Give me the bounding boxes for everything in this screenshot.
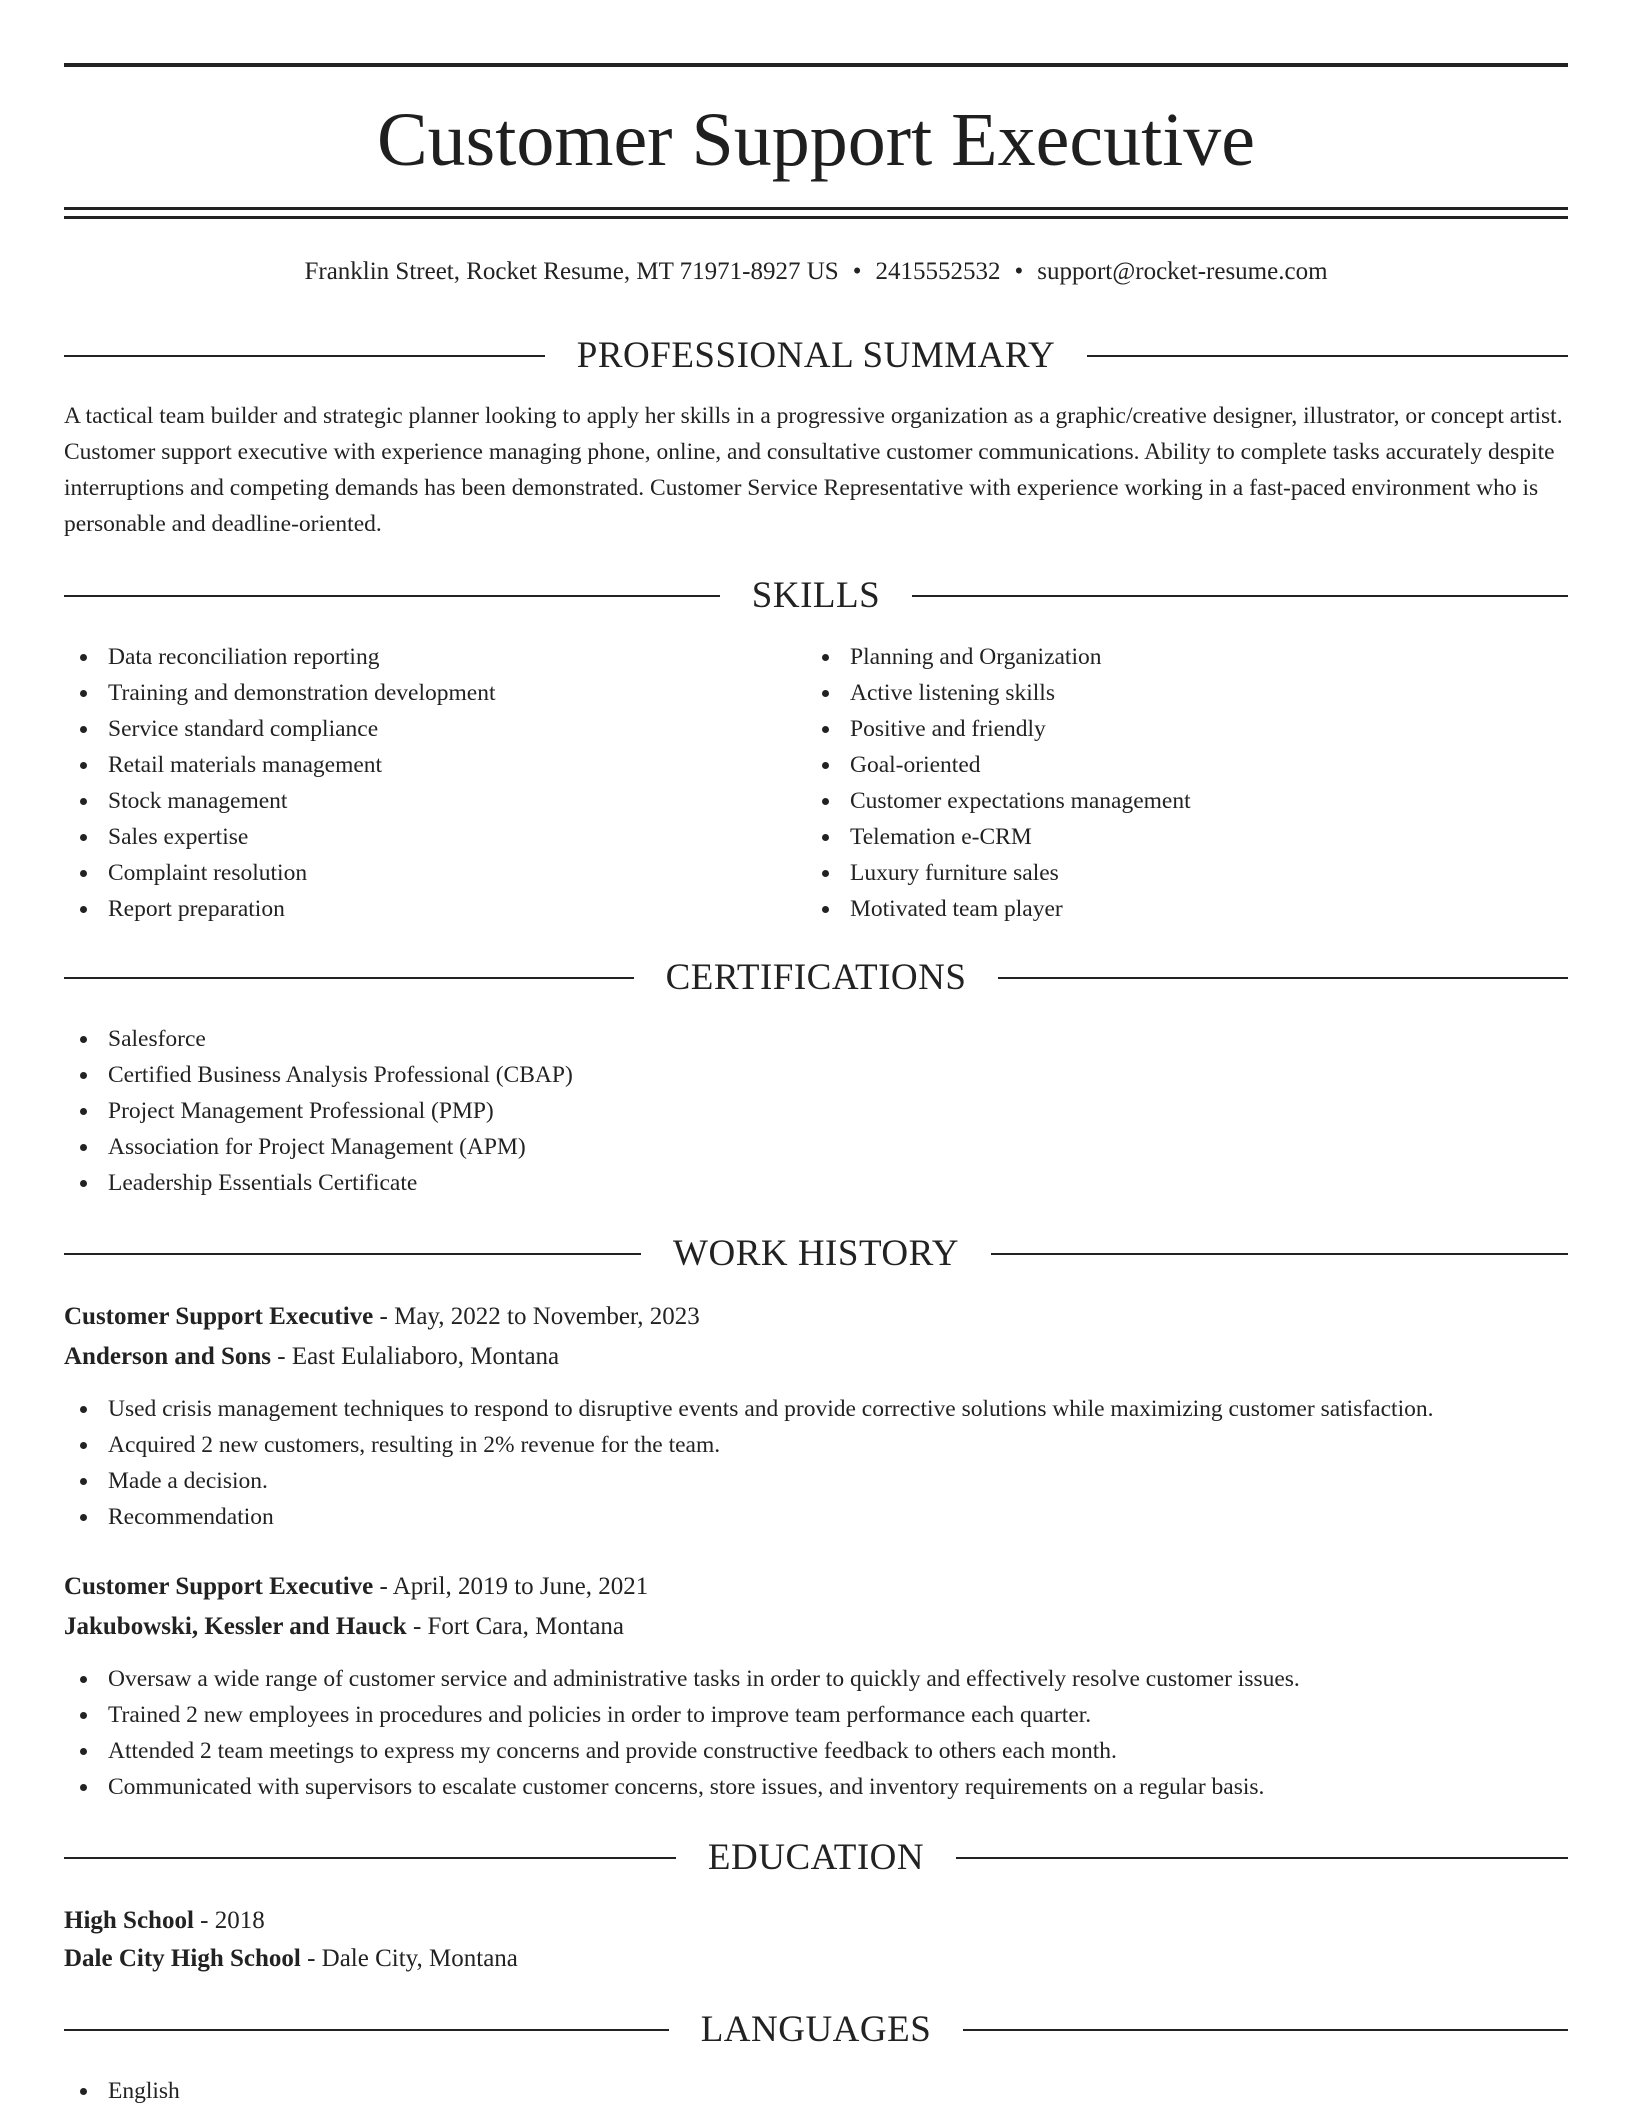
contact-email: support@rocket-resume.com <box>1037 258 1328 285</box>
divider <box>912 595 1568 597</box>
skills-list-right <box>806 639 1191 927</box>
section-title: SKILLS <box>751 575 881 616</box>
section-title: WORK HISTORY <box>673 1233 959 1274</box>
certifications-list <box>64 1021 573 1201</box>
education-degree: High School <box>64 1907 194 1934</box>
education-year: - 2018 <box>193 1907 265 1934</box>
section-heading-languages <box>64 2008 1568 2052</box>
job-bullet: Recommendation <box>64 1499 1433 1535</box>
education-school-line <box>64 1939 1568 1979</box>
section-heading-skills <box>64 574 1568 618</box>
summary-text: A tactical team builder and strategic planner looking to apply her skills in a progressive organization as a graphic/creative designer, illustrator, or concept artist. Customer support executive with experience managing phone, online, and consultative customer communications. Ability to complete tasks accurately despite interruptions and competing demands has been demonstrated. Customer Service Representative with experience working in a fast-paced environment who is personable and deadline-oriented. <box>64 403 1563 537</box>
certification-item: Project Management Professional (PMP) <box>64 1093 573 1129</box>
certification-item: Association for Project Management (APM) <box>64 1129 573 1165</box>
header-top-rule <box>64 63 1568 67</box>
job-location: - Fort Cara, Montana <box>406 1613 625 1640</box>
contact-address: Franklin Street, Rocket Resume, MT 71971-8927 US <box>304 258 839 285</box>
skill-item: Telemation e-CRM <box>806 819 1191 855</box>
job-company-line <box>64 1337 1568 1377</box>
language-item: English <box>64 2073 180 2109</box>
skill-item: Report preparation <box>64 891 495 927</box>
job-company: Anderson and Sons <box>64 1343 272 1370</box>
education-school: Dale City High School <box>64 1945 301 1972</box>
contact-phone: 2415552532 <box>875 258 1001 285</box>
job-bullet: Communicated with supervisors to escalate customer concerns, store issues, and inventory requirements on a regular basis. <box>64 1769 1300 1805</box>
section-heading-work-history <box>64 1232 1568 1276</box>
contact-separator: • <box>852 258 862 285</box>
divider <box>64 2029 669 2031</box>
section-title: PROFESSIONAL SUMMARY <box>576 335 1056 376</box>
header-bottom-rule-second <box>64 216 1568 219</box>
section-title: LANGUAGES <box>700 2009 932 2050</box>
skill-item: Stock management <box>64 783 495 819</box>
section-heading-summary <box>64 334 1568 378</box>
job-bullet: Acquired 2 new customers, resulting in 2% revenue for the team. <box>64 1427 1433 1463</box>
skills-list-left <box>64 639 495 927</box>
job-title-line <box>64 1567 1568 1607</box>
section-heading-education <box>64 1836 1568 1880</box>
job-location: - East Eulaliaboro, Montana <box>271 1343 560 1370</box>
contact-line <box>64 254 1568 290</box>
job-company-line <box>64 1607 1568 1647</box>
certification-item: Leadership Essentials Certificate <box>64 1165 573 1201</box>
job-dates: - May, 2022 to November, 2023 <box>373 1303 700 1330</box>
skill-item: Goal-oriented <box>806 747 1191 783</box>
divider <box>991 1253 1568 1255</box>
job-bullet: Made a decision. <box>64 1463 1433 1499</box>
skill-item: Planning and Organization <box>806 639 1191 675</box>
skill-item: Customer expectations management <box>806 783 1191 819</box>
education-location: - Dale City, Montana <box>300 1945 518 1972</box>
skill-item: Sales expertise <box>64 819 495 855</box>
skill-item: Complaint resolution <box>64 855 495 891</box>
languages-list <box>64 2073 180 2109</box>
section-title: EDUCATION <box>707 1837 925 1878</box>
job-bullets <box>64 1661 1300 1805</box>
skill-item: Retail materials management <box>64 747 495 783</box>
certification-item: Certified Business Analysis Professional (CBAP) <box>64 1057 573 1093</box>
job-bullet: Attended 2 team meetings to express my concerns and provide constructive feedback to others each month. <box>64 1733 1300 1769</box>
section-heading-certifications <box>64 956 1568 1000</box>
skill-item: Data reconciliation reporting <box>64 639 495 675</box>
divider <box>963 2029 1568 2031</box>
skill-item: Active listening skills <box>806 675 1191 711</box>
divider <box>64 355 545 357</box>
job-dates: - April, 2019 to June, 2021 <box>373 1573 649 1600</box>
job-bullet: Trained 2 new employees in procedures and policies in order to improve team performance each quarter. <box>64 1697 1300 1733</box>
divider <box>64 977 634 979</box>
certification-item: Salesforce <box>64 1021 573 1057</box>
divider <box>956 1857 1568 1859</box>
education-degree-line <box>64 1901 1568 1941</box>
skill-item: Service standard compliance <box>64 711 495 747</box>
job-bullet: Oversaw a wide range of customer service and administrative tasks in order to quickly and effectively resolve customer issues. <box>64 1661 1300 1697</box>
skill-item: Motivated team player <box>806 891 1191 927</box>
divider <box>64 1253 641 1255</box>
divider <box>64 595 720 597</box>
divider <box>998 977 1568 979</box>
header-bottom-rule <box>64 207 1568 210</box>
divider <box>64 1857 676 1859</box>
contact-separator: • <box>1014 258 1024 285</box>
job-bullet: Used crisis management techniques to respond to disruptive events and provide corrective solutions while maximizing customer satisfaction. <box>64 1391 1433 1427</box>
resume-title: Customer Support Executive <box>376 98 1256 182</box>
job-title: Customer Support Executive <box>64 1573 374 1600</box>
job-company: Jakubowski, Kessler and Hauck <box>64 1613 407 1640</box>
skill-item: Luxury furniture sales <box>806 855 1191 891</box>
job-title: Customer Support Executive <box>64 1303 374 1330</box>
job-bullets <box>64 1391 1433 1535</box>
skill-item: Training and demonstration development <box>64 675 495 711</box>
divider <box>1087 355 1568 357</box>
skill-item: Positive and friendly <box>806 711 1191 747</box>
job-title-line <box>64 1297 1568 1337</box>
section-title: CERTIFICATIONS <box>665 957 967 998</box>
